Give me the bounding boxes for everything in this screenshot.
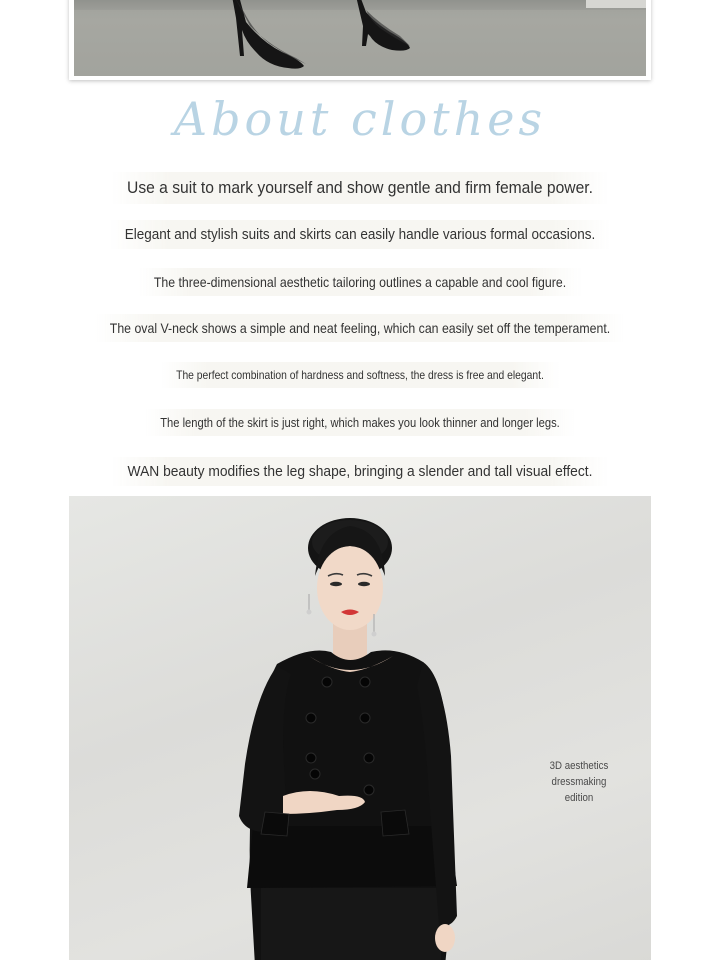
feature-line-text: The oval V-neck shows a simple and neat feeling, which can easily set off the temperament. bbox=[94, 314, 626, 342]
feature-line-text: The three-dimensional aesthetic tailoring outlines a capable and cool figure. bbox=[138, 268, 582, 296]
feature-line-text: The length of the skirt is just right, which makes you look thinner and longer legs. bbox=[145, 409, 576, 436]
model-photo bbox=[69, 496, 651, 960]
photo-caption-line: dressmaking bbox=[551, 776, 607, 788]
photo-caption bbox=[531, 758, 627, 806]
feature-line-text: Elegant and stylish suits and skirts can easily handle various formal occasions. bbox=[109, 220, 612, 249]
feature-line-text: WAN beauty modifies the leg shape, bringing a slender and tall visual effect. bbox=[111, 457, 609, 486]
feature-line-text: The perfect combination of hardness and softness, the dress is free and elegant. bbox=[161, 362, 560, 388]
feature-line bbox=[43, 268, 677, 296]
feature-line bbox=[29, 457, 691, 486]
feature-line bbox=[29, 172, 691, 204]
section-title: About clothes bbox=[173, 92, 547, 146]
feature-line bbox=[36, 220, 684, 249]
photo-caption-line: edition bbox=[564, 792, 594, 804]
feature-line-text: Use a suit to mark yourself and show gentle and firm female power. bbox=[110, 172, 609, 204]
feature-line bbox=[50, 362, 669, 388]
feature-line bbox=[50, 409, 669, 436]
photo-caption-line: 3D aesthetics bbox=[549, 760, 609, 772]
shoes-photo bbox=[74, 0, 646, 76]
feature-line bbox=[43, 314, 677, 342]
shoes-photo-frame bbox=[69, 0, 651, 80]
model-in-black-suit-graphic bbox=[69, 496, 651, 960]
black-pumps-graphic bbox=[74, 0, 646, 76]
